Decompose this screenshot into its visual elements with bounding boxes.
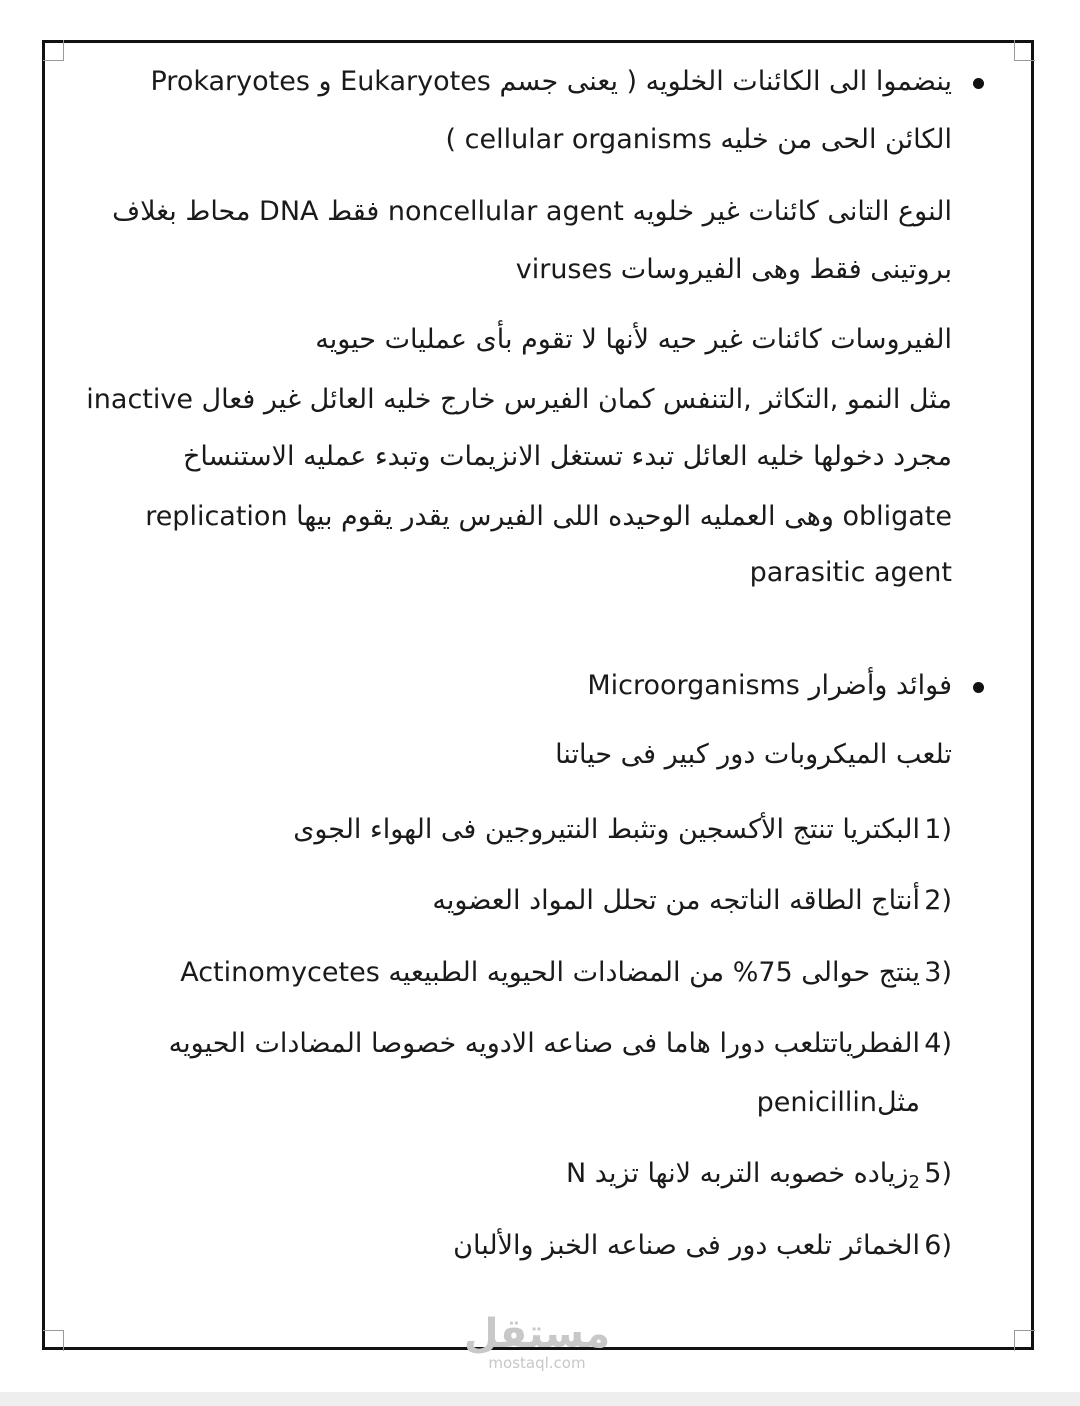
list-item-number: 4)	[924, 1028, 952, 1059]
section1-bullet-line2: الكائن الحى من خليه cellular organisms )	[445, 124, 952, 155]
list-item-text: البكتريا تنتج الأكسجين وتثبط النتيروجين فى الهواء الجوى	[293, 814, 920, 845]
section2-bullet-line: فوائد وأضرار Microorganisms	[587, 670, 952, 701]
list-item-subscript: 2	[908, 1172, 920, 1193]
list-item-main-text: زياده خصوبه التربه لانها تزيد N	[565, 1158, 909, 1189]
bullet-icon	[973, 682, 984, 693]
list-item-number: 5)	[924, 1158, 952, 1189]
section1-p2-line3: مجرد دخولها خليه العائل تبدء تستغل الانزيمات وتبدء عمليه الاستنساخ	[182, 441, 952, 472]
crop-mark-bottom-left	[43, 1330, 64, 1351]
list-item-continuation: مثلpenicillin	[756, 1087, 920, 1118]
crop-mark-bottom-right	[1014, 1330, 1035, 1351]
list-item-text: الخمائر تلعب دور فى صناعه الخبز والألبان	[453, 1230, 920, 1261]
section1-p2-line4: replication وهى العمليه الوحيده اللى الفيرس يقدر يقوم بيها obligate	[145, 501, 952, 532]
section1-p2-line1: الفيروسات كائنات غير حيه لأنها لا تقوم بأى عمليات حيويه	[315, 324, 952, 355]
section2-intro: تلعب الميكروبات دور كبير فى حياتنا	[555, 739, 952, 770]
section1-bullet-line1: Prokaryotes و Eukaryotes ينضموا الى الكائنات الخلويه ( يعنى جسم	[150, 66, 952, 97]
list-item-number: 2)	[924, 885, 952, 916]
crop-mark-top-right	[1014, 40, 1035, 61]
list-item-number: 6)	[924, 1230, 952, 1261]
watermark-arabic: مستقل	[463, 1311, 611, 1357]
crop-mark-top-left	[43, 40, 64, 61]
list-item-number: 1)	[924, 814, 952, 845]
list-item-text: أنتاج الطاقه الناتجه من تحلل المواد العضويه	[432, 885, 920, 916]
bullet-icon	[973, 78, 984, 89]
section1-p1-line1: النوع التانى كائنات غير خلويه noncellular agent فقط DNA محاط بغلاف	[112, 196, 952, 227]
list-item-number: 3)	[924, 957, 952, 988]
list-item-text: الفطرياتتلعب دورا هاما فى صناعه الادويه خصوصا المضادات الحيويه	[168, 1028, 920, 1059]
section1-p1-line2: بروتينى فقط وهى الفيروسات viruses	[515, 254, 952, 285]
bottom-band	[0, 1392, 1080, 1406]
watermark-latin: mostaql.com	[488, 1354, 586, 1372]
mostaql-watermark	[462, 1312, 612, 1378]
list-item-text: Actinomycetes ينتج حوالى 75% من المضادات الحيويه الطبيعيه	[180, 957, 920, 988]
section1-p2-line2: مثل النمو ,التكاثر ,التنفس كمان الفيرس خارج خليه العائل غير فعال inactive	[86, 384, 952, 415]
section1-p2-line5: parasitic agent	[749, 557, 952, 588]
list-item-text	[566, 1154, 920, 1194]
